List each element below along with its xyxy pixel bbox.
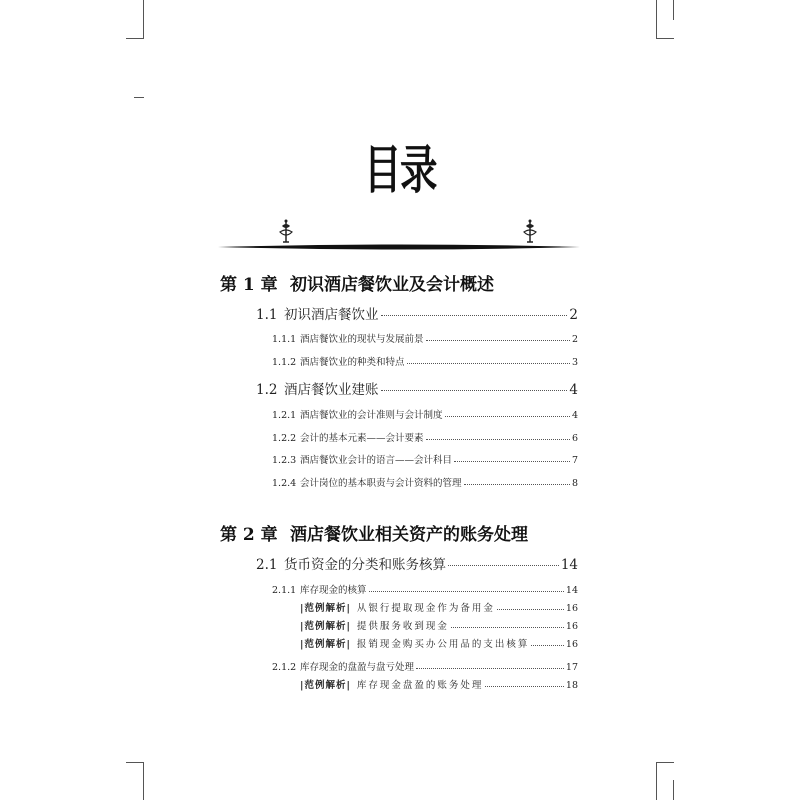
subsection-title: 会计岗位的基本职责与会计资料的管理 [300, 478, 462, 489]
page-number: 2 [571, 334, 578, 345]
toc-subsection[interactable] [272, 452, 578, 466]
example-title: 从银行提取现金作为备用金 [356, 603, 495, 614]
dot-leader [445, 407, 570, 417]
ornament-icon [276, 218, 296, 246]
page-number: 14 [560, 557, 578, 573]
dot-leader [426, 430, 570, 440]
page-number: 17 [565, 662, 578, 673]
page-number: 2 [569, 307, 578, 323]
example-tag: |范例解析| [300, 639, 351, 650]
page-number: 16 [565, 603, 578, 614]
example-title: 提供服务收到现金 [356, 621, 449, 632]
section-title: 酒店餐饮业建账 [284, 382, 379, 398]
page-number: 16 [565, 621, 578, 632]
section-title: 初识酒店餐饮业 [284, 307, 379, 323]
example-tag: |范例解析| [300, 621, 351, 632]
example-title: 报销现金购买办公用品的支出核算 [356, 639, 530, 650]
subsection-title: 会计的基本元素——会计要素 [300, 433, 424, 444]
crop-mark [656, 762, 657, 800]
dot-leader [381, 378, 568, 391]
section-title: 货币资金的分类和账务核算 [284, 557, 446, 573]
example-tag: |范例解析| [300, 603, 351, 614]
crop-mark [126, 38, 144, 39]
crop-mark [656, 38, 674, 39]
page-number: 16 [565, 639, 578, 650]
subsection-number: 1.2.1 [272, 410, 297, 421]
subsection-number: 1.2.3 [272, 455, 297, 466]
subsection-title: 酒店餐饮业会计的语言——会计科目 [300, 455, 453, 466]
dot-leader [369, 582, 564, 592]
page-number: 14 [565, 585, 578, 596]
toc-example[interactable] [300, 618, 578, 632]
crop-mark [656, 762, 674, 763]
crop-mark [673, 0, 674, 20]
chapter-number: 第 2 章 [220, 525, 278, 545]
subsection-number: 2.1.1 [272, 585, 297, 596]
page-number: 8 [571, 478, 578, 489]
toc-subsection[interactable] [272, 354, 578, 368]
crop-mark [673, 780, 674, 800]
dot-leader [485, 677, 563, 687]
subsection-title: 酒店餐饮业的现状与发展前景 [300, 334, 424, 345]
toc-subsection[interactable] [272, 331, 578, 345]
subsection-title: 酒店餐饮业的种类和特点 [300, 357, 405, 368]
toc-example[interactable] [300, 677, 578, 691]
dot-leader [448, 553, 559, 566]
section-number: 1.1 [256, 307, 278, 323]
dot-leader [451, 618, 564, 628]
chapter-heading [220, 520, 528, 545]
dot-leader [426, 331, 570, 341]
toc-subsection[interactable] [272, 430, 578, 444]
crop-mark [134, 97, 144, 98]
dot-leader [454, 452, 570, 462]
toc-section[interactable] [256, 553, 578, 573]
subsection-number: 1.2.4 [272, 478, 297, 489]
chapter-title: 初识酒店餐饮业及会计概述 [290, 275, 494, 295]
toc-example[interactable] [300, 600, 578, 614]
dot-leader [381, 303, 568, 316]
page-number: 3 [571, 357, 578, 368]
subsection-number: 1.2.2 [272, 433, 297, 444]
page-number: 18 [565, 680, 578, 691]
subsection-number: 1.1.2 [272, 357, 297, 368]
crop-mark [126, 762, 144, 763]
page-number: 4 [571, 410, 578, 421]
page-number: 4 [569, 382, 578, 398]
chapter-number: 第 1 章 [220, 275, 278, 295]
subsection-number: 1.1.1 [272, 334, 297, 345]
dot-leader [407, 354, 570, 364]
dot-leader [416, 659, 564, 669]
page-title: 目录 [363, 141, 436, 201]
dot-leader [497, 600, 564, 610]
subsection-title: 库存现金的盘盈与盘亏处理 [300, 662, 415, 673]
chapter-title: 酒店餐饮业相关资产的账务处理 [290, 525, 528, 545]
title-divider [218, 244, 580, 250]
toc-section[interactable] [256, 303, 578, 323]
page-number: 6 [571, 433, 578, 444]
crop-mark [143, 0, 144, 38]
chapter-heading [220, 270, 494, 295]
page-number: 7 [571, 455, 578, 466]
toc-section[interactable] [256, 378, 578, 398]
toc-subsection[interactable] [272, 582, 578, 596]
example-title: 库存现金盘盈的账务处理 [356, 680, 484, 691]
subsection-number: 2.1.2 [272, 662, 297, 673]
toc-subsection[interactable] [272, 659, 578, 673]
dot-leader [464, 475, 570, 485]
toc-subsection[interactable] [272, 407, 578, 421]
dot-leader [531, 636, 563, 646]
example-tag: |范例解析| [300, 680, 351, 691]
subsection-title: 库存现金的核算 [300, 585, 367, 596]
toc-example[interactable] [300, 636, 578, 650]
section-number: 1.2 [256, 382, 278, 398]
toc-subsection[interactable] [272, 475, 578, 489]
ornament-icon [520, 218, 540, 246]
subsection-title: 酒店餐饮业的会计准则与会计制度 [300, 410, 443, 421]
section-number: 2.1 [256, 557, 278, 573]
crop-mark [143, 762, 144, 800]
crop-mark [656, 0, 657, 38]
